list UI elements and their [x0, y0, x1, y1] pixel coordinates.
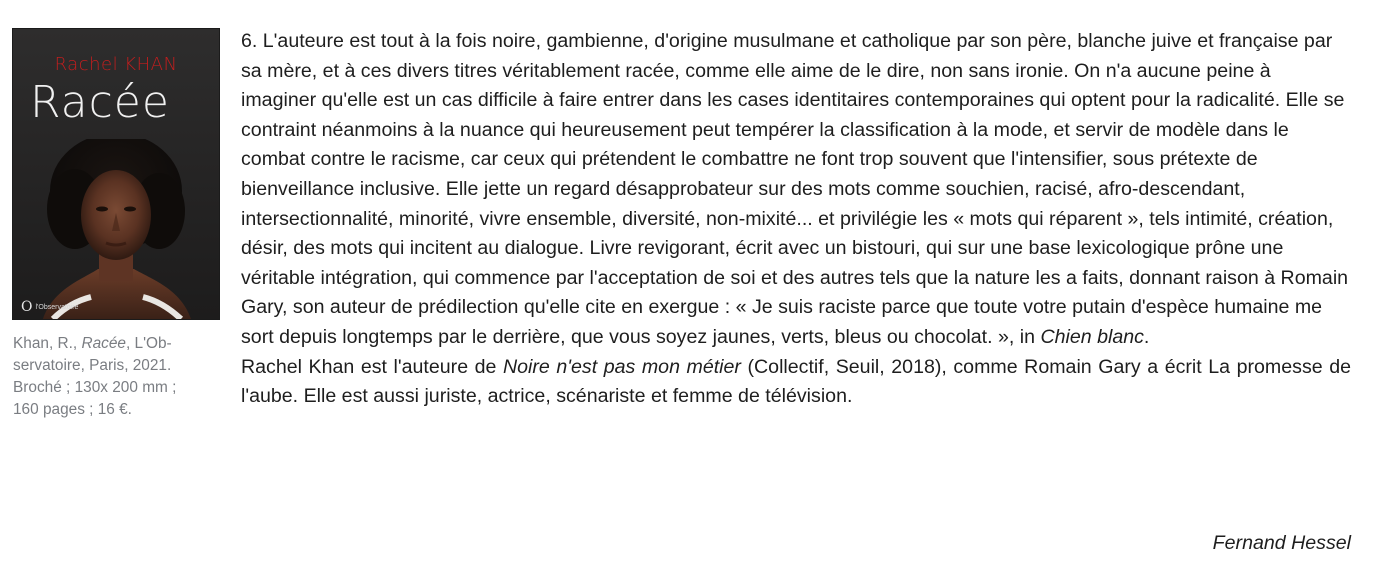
- caption-publisher: , L'Observatoire, Paris, 2021.: [13, 335, 172, 374]
- review-paragraph-2: [241, 353, 1351, 412]
- publisher-logo-icon: O: [21, 299, 33, 315]
- cover-portrait-image: [13, 139, 219, 319]
- review-paragraph-1-end: .: [1143, 325, 1150, 348]
- book-cover: [13, 29, 219, 319]
- review-signature: Fernand Hessel: [1212, 532, 1351, 554]
- publisher-name: l'Observatoire: [35, 303, 79, 311]
- cover-title: Racée: [30, 77, 170, 128]
- caption-author: Khan, R.,: [13, 335, 82, 352]
- cover-publisher: [21, 300, 78, 314]
- review-paragraph-1: [241, 27, 1351, 353]
- cover-author: Rachel KHAN: [54, 54, 178, 75]
- caption-pages-price: 160 pages ; 16 €.: [13, 401, 132, 418]
- review-text: [241, 27, 1351, 412]
- review-cited-work: Chien blanc: [1040, 325, 1144, 348]
- review-paragraph-2-end: (Collectif, Seuil, 2018), comme Romain Gary a écrit La promesse de l'aube. Elle est aussi juriste, actrice, scénariste et femme de télévision.: [241, 355, 1351, 408]
- review-other-work: Noire n'est pas mon métier: [503, 355, 741, 378]
- caption-title: Racée: [81, 335, 126, 352]
- caption-format: Broché ; 130x 200 mm ;: [13, 379, 177, 396]
- review-paragraph-2-start: Rachel Khan est l'auteure de: [241, 355, 503, 378]
- book-caption: [13, 333, 223, 421]
- review-paragraph-1-text: 6. L'auteure est tout à la fois noire, gambienne, d'origine musulmane et catholique par son père, blanche juive et française par sa mère, et à ces divers titres véritablement racée, comme elle aime de le dire, non sans ironie. On n'a aucune peine à imaginer qu'elle est un cas difficile à faire entrer dans les cases identitaires contemporaines qui optent pour la radicalité. Elle se contraint néanmoins à la nuance qui heureusement peut tempérer la classification à la mode, et servir de modèle dans le combat contre le racisme, car ceux qui prétendent le combattre ne font trop souvent que l'intensifier, sous prétexte de bienveillance inclusive. Elle jette un regard désapprobateur sur des mots comme souchien, racisé, afro-descendant, intersectionnalité, minorité, vivre ensemble, diversité, non-mixité... et privilégie les « mots qui réparent », tels intimité, création, désir, des mots qui incitent au dialogue. Livre revigorant, écrit avec un bistouri, qui sur une base lexicologique prône une véritable intégration, qui commence par l'acceptation de soi et des autres tels que la nature les a faits, donnant raison à Romain Gary, son auteur de prédilection qu'elle cite en exergue : « Je suis raciste parce que toute votre putain d'espèce humaine me sort depuis longtemps par le derrière, que vous soyez jaunes, verts, bleus ou chocolat. », in: [241, 30, 1349, 348]
